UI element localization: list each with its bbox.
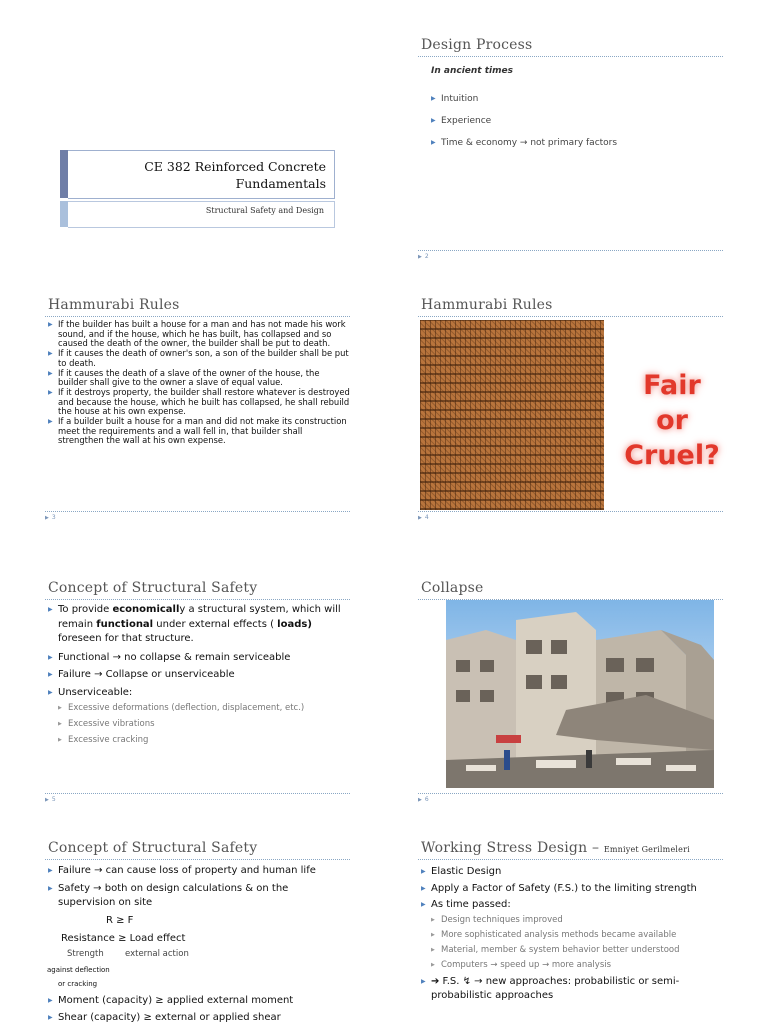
text-run: y a structural system, which will remain bbox=[58, 604, 341, 630]
list-item: ▶ As time passed: bbox=[421, 898, 721, 913]
page-number: ▶ 2 bbox=[418, 253, 429, 260]
slide-title-main: Working Stress Design bbox=[421, 840, 587, 856]
page-number: ▶ 3 bbox=[45, 514, 56, 521]
bullet-list bbox=[48, 603, 348, 748]
list-item: ▶ Failure → can cause loss of property and human life bbox=[48, 864, 348, 879]
caption-line: Fair bbox=[610, 368, 734, 403]
slide-title: Collapse bbox=[421, 580, 483, 596]
course-subtitle: Structural Safety and Design bbox=[70, 206, 324, 215]
bullet-list bbox=[48, 320, 350, 446]
slide-title: Concept of Structural Safety bbox=[48, 580, 257, 596]
collapsed-building-photo bbox=[446, 600, 714, 788]
title-divider bbox=[45, 599, 350, 600]
text-run-bold: loads) bbox=[277, 619, 312, 630]
list-item: ▶ Shear (capacity) ≥ external or applied shear bbox=[48, 1011, 348, 1025]
list-item bbox=[48, 603, 348, 647]
slide-title-turkish: Emniyet Gerilmeleri bbox=[604, 845, 690, 854]
text-run-bold: economicall bbox=[112, 604, 179, 615]
course-title-line-2: Fundamentals bbox=[70, 175, 326, 192]
list-item: ▶ If the builder has built a house for a man and has not made his work sound, and if the house, which he has built, has collapsed and so caused the death of the owner, the builder shall be put to death. bbox=[48, 320, 350, 349]
page-number: ▶ 6 bbox=[418, 796, 429, 803]
page-number: ▶ 5 bbox=[45, 796, 56, 803]
list-item: ▶ If it causes the death of a slave of the owner of the house, the builder shall give to the owner a slave of equal value. bbox=[48, 369, 350, 388]
list-item: ▶ Failure → Collapse or unserviceable bbox=[48, 668, 348, 683]
slide-title bbox=[421, 840, 690, 856]
footer-divider bbox=[45, 793, 350, 794]
list-item: ▶ If it destroys property, the builder shall restore whatever is destroyed and because the house, which he built has collapsed, he shall rebuild the house at his own expense. bbox=[48, 388, 350, 417]
list-item: ▶ Apply a Factor of Safety (F.S.) to the limiting strength bbox=[421, 882, 721, 897]
text-run: To provide bbox=[58, 604, 112, 615]
sub-list-item: ▶ More sophisticated analysis methods became available bbox=[421, 928, 721, 943]
slide-title-dash: – bbox=[587, 840, 604, 856]
bullet-list bbox=[48, 864, 348, 911]
fair-or-cruel-caption bbox=[610, 368, 734, 473]
caption-line: or bbox=[610, 403, 734, 438]
sub-list-item: ▶ Excessive deformations (deflection, displacement, etc.) bbox=[48, 700, 348, 716]
title-divider bbox=[418, 859, 723, 860]
cuneiform-tablet-image bbox=[420, 320, 604, 510]
sub-list-item: ▶ Excessive vibrations bbox=[48, 716, 348, 732]
footer-divider bbox=[45, 511, 350, 512]
title-divider bbox=[45, 859, 350, 860]
external-action-label: external action bbox=[125, 949, 189, 959]
title-divider bbox=[418, 316, 723, 317]
text-run: under external effects ( bbox=[153, 619, 277, 630]
list-item: ▶ Time & economy → not primary factors bbox=[431, 132, 617, 154]
deflection-note: against deflection bbox=[47, 966, 110, 974]
list-item: ▶ Intuition bbox=[431, 88, 617, 110]
sub-list-item: ▶ Computers → speed up → more analysis bbox=[421, 958, 721, 973]
bullet-list bbox=[421, 865, 721, 1004]
title-accent-bar bbox=[60, 150, 68, 198]
list-item: ▶ If it causes the death of owner's son, a son of the builder shall be put to death. bbox=[48, 349, 350, 368]
slide-title: Concept of Structural Safety bbox=[48, 840, 257, 856]
list-item: ▶ Safety → both on design calculations & on the supervision on site bbox=[48, 882, 348, 911]
course-title-line-1: CE 382 Reinforced Concrete bbox=[70, 158, 326, 175]
section-heading: In ancient times bbox=[431, 66, 513, 76]
sub-list-item: ▶ Material, member & system behavior better understood bbox=[421, 943, 721, 958]
slide-title: Design Process bbox=[421, 37, 532, 53]
list-item: ▶ If a builder built a house for a man and did not make its construction meet the requirements and a wall fell in, that builder shall strengthen the wall at his own expense. bbox=[48, 417, 350, 446]
list-item: ▶ ➔ F.S. ↯ → new approaches: probabilistic or semi-probabilistic approaches bbox=[421, 975, 721, 1004]
formula: R ≥ F bbox=[106, 915, 133, 926]
text-run-bold: functional bbox=[96, 619, 153, 630]
course-title bbox=[70, 158, 326, 192]
list-item: ▶ Moment (capacity) ≥ applied external moment bbox=[48, 994, 348, 1009]
caption-line: Cruel? bbox=[610, 438, 734, 473]
slide-title: Hammurabi Rules bbox=[421, 297, 553, 313]
collapsed-building-illustration bbox=[446, 600, 714, 788]
bullet-list bbox=[431, 88, 617, 154]
subtitle-accent-bar bbox=[60, 201, 68, 227]
strength-label: Strength bbox=[67, 949, 104, 959]
slide-title: Hammurabi Rules bbox=[48, 297, 180, 313]
list-item: ▶ Elastic Design bbox=[421, 865, 721, 880]
footer-divider bbox=[418, 793, 723, 794]
resistance-relation: Resistance ≥ Load effect bbox=[61, 933, 185, 944]
list-item: ▶ Experience bbox=[431, 110, 617, 132]
footer-divider bbox=[418, 511, 723, 512]
footer-divider bbox=[418, 250, 723, 251]
cracking-note: or cracking bbox=[58, 980, 97, 988]
bullet-list-2 bbox=[48, 994, 348, 1025]
title-divider bbox=[45, 316, 350, 317]
sub-list-item: ▶ Excessive cracking bbox=[48, 732, 348, 748]
text-run: foreseen for that structure. bbox=[58, 633, 194, 644]
list-item: ▶ Functional → no collapse & remain serviceable bbox=[48, 651, 348, 666]
title-divider bbox=[418, 56, 723, 57]
list-item: ▶ Unserviceable: bbox=[48, 686, 348, 701]
sub-list-item: ▶ Design techniques improved bbox=[421, 913, 721, 928]
page-number: ▶ 4 bbox=[418, 514, 429, 521]
